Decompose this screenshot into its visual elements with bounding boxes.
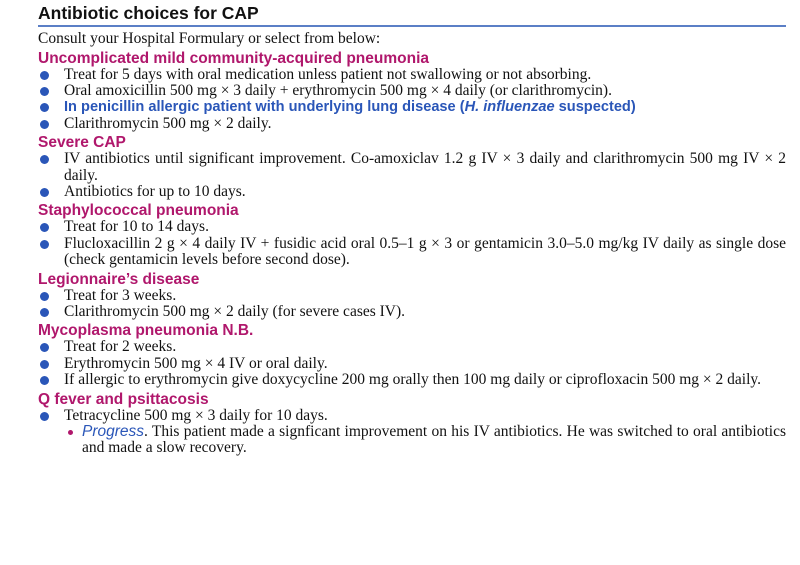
bullet-icon bbox=[40, 223, 49, 232]
section-heading-legionnaires: Legionnaire’s disease bbox=[38, 270, 200, 288]
list-item bbox=[38, 116, 786, 132]
list-item bbox=[38, 356, 786, 372]
list-item bbox=[38, 372, 786, 388]
list-item bbox=[38, 67, 786, 83]
list-item bbox=[38, 83, 786, 99]
list-item bbox=[38, 288, 786, 304]
progress-note bbox=[38, 424, 786, 457]
page-title: Antibiotic choices for CAP bbox=[38, 0, 786, 27]
bullet-icon bbox=[40, 308, 49, 317]
item-text: If allergic to erythromycin give doxycycline 200 mg orally then 100 mg daily or ciprofloxacin 500 mg × 2 daily. bbox=[64, 371, 762, 389]
list-item bbox=[38, 151, 786, 184]
list-item bbox=[38, 408, 786, 424]
section-list-q-fever bbox=[38, 408, 786, 424]
section-list-staphylococcal bbox=[38, 219, 786, 268]
item-text: Antibiotics for up to 10 days. bbox=[64, 182, 246, 200]
bullet-icon bbox=[40, 103, 49, 112]
bullet-icon bbox=[40, 343, 49, 352]
bullet-icon bbox=[40, 292, 49, 301]
section-list-severe-cap bbox=[38, 151, 786, 200]
bullet-icon bbox=[40, 188, 49, 197]
list-item bbox=[38, 304, 786, 320]
document-page bbox=[38, 0, 786, 457]
bullet-icon bbox=[40, 412, 49, 421]
bullet-icon bbox=[40, 240, 49, 249]
item-text: In penicillin allergic patient with underlying lung disease ( bbox=[64, 99, 465, 116]
progress-label: Progress bbox=[82, 423, 145, 440]
list-item bbox=[38, 339, 786, 355]
bullet-icon bbox=[40, 87, 49, 96]
item-text: Clarithromycin 500 mg × 2 daily. bbox=[64, 114, 272, 132]
sub-bullet-icon bbox=[68, 430, 73, 435]
section-heading-staphylococcal: Staphylococcal pneumonia bbox=[38, 202, 239, 220]
item-text: IV antibiotics until significant improvement. Co-amoxiclav 1.2 g IV × 3 daily and clarithromycin 500 mg IV × 2 daily. bbox=[64, 150, 786, 184]
list-item bbox=[38, 99, 786, 115]
section-heading-mycoplasma: Mycoplasma pneumonia N.B. bbox=[38, 322, 254, 340]
item-text: Tetracycline 500 mg × 3 daily for 10 days. bbox=[64, 406, 328, 424]
list-item bbox=[38, 236, 786, 269]
organism-name: H. influenzae bbox=[464, 99, 555, 116]
bullet-icon bbox=[40, 376, 49, 385]
item-text: suspected) bbox=[554, 99, 636, 116]
section-list-mycoplasma bbox=[38, 339, 786, 388]
list-item bbox=[38, 219, 786, 235]
progress-text: . This patient made a signficant improvement on his IV antibiotics. He was switched to oral antibiotics and made a slow recovery. bbox=[82, 423, 786, 457]
item-text: Flucloxacillin 2 g × 4 daily IV + fusidic acid oral 0.5–1 g × 3 or gentamicin 3.0–5.0 mg/kg IV daily as single dose (check gentamicin levels before second dose). bbox=[64, 234, 786, 269]
item-text: Treat for 10 to 14 days. bbox=[64, 218, 209, 236]
bullet-icon bbox=[40, 155, 49, 164]
section-heading-uncomplicated: Uncomplicated mild community-acquired pneumonia bbox=[38, 49, 429, 67]
bullet-icon bbox=[40, 360, 49, 369]
item-text: Oral amoxicillin 500 mg × 3 daily + erythromycin 500 mg × 4 daily (or clarithromycin). bbox=[64, 81, 612, 99]
item-text: Treat for 2 weeks. bbox=[64, 338, 177, 356]
item-text: Treat for 5 days with oral medication unless patient not swallowing or not absorbing. bbox=[64, 65, 592, 83]
item-text: Treat for 3 weeks. bbox=[64, 286, 177, 304]
item-text: Clarithromycin 500 mg × 2 daily (for severe cases IV). bbox=[64, 302, 406, 320]
section-list-uncomplicated bbox=[38, 67, 786, 133]
list-item bbox=[38, 184, 786, 200]
item-text: Erythromycin 500 mg × 4 IV or oral daily. bbox=[64, 354, 328, 372]
section-list-legionnaires bbox=[38, 288, 786, 321]
intro-text: Consult your Hospital Formulary or select from below: bbox=[38, 30, 381, 47]
bullet-icon bbox=[40, 120, 49, 129]
bullet-icon bbox=[40, 71, 49, 80]
section-heading-q-fever: Q fever and psittacosis bbox=[38, 390, 209, 408]
section-heading-severe-cap: Severe CAP bbox=[38, 134, 126, 152]
